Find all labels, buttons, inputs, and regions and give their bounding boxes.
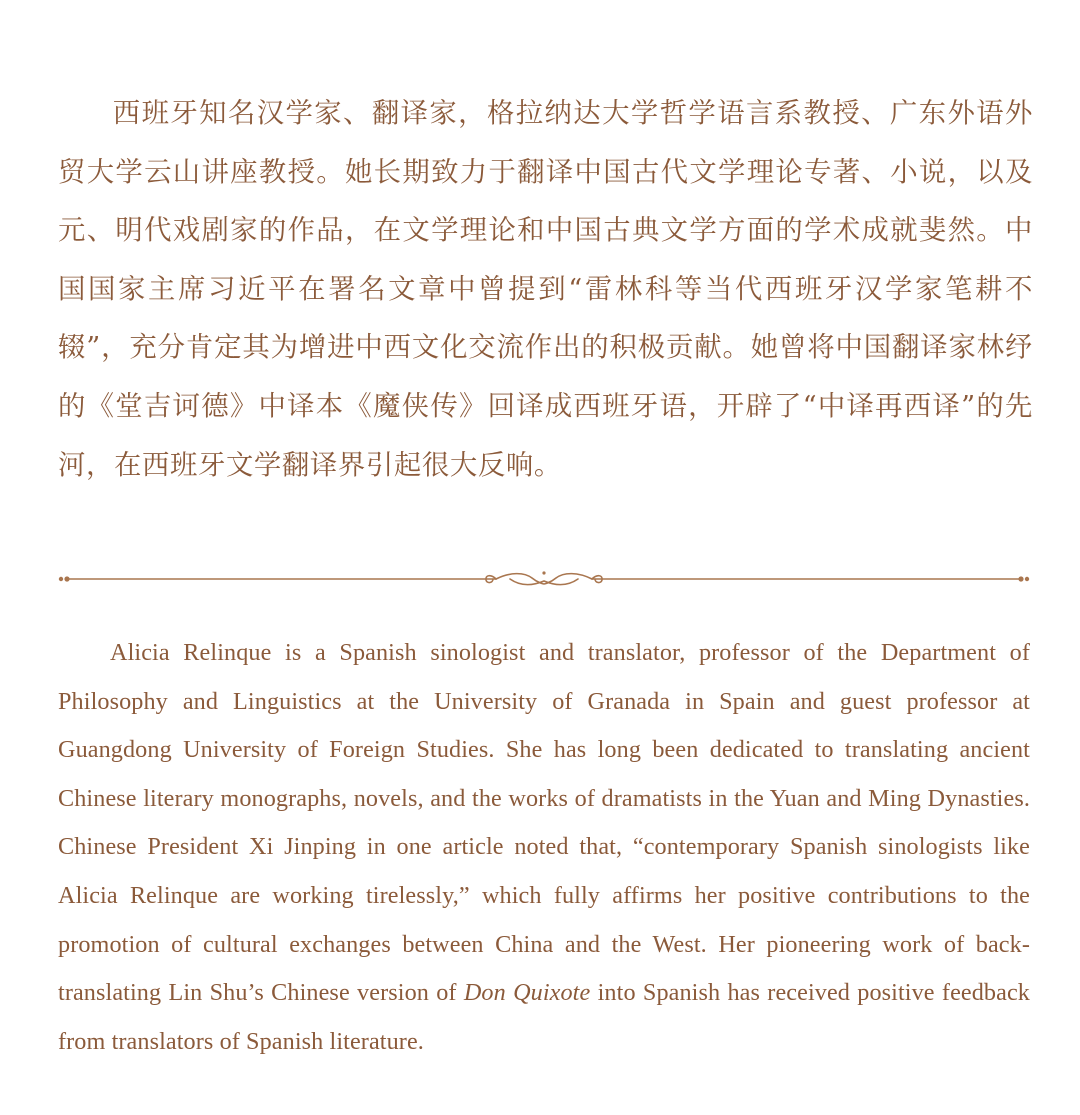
divider-dot-center [542, 571, 545, 574]
english-bio-text-after: into Spanish has received positive feedback from translators of Spanish literature. [58, 979, 1030, 1055]
divider-dot-left-inner [64, 576, 69, 581]
divider-dot-left-outer [59, 577, 63, 581]
chinese-biography-paragraph: 西班牙知名汉学家、翻译家，格拉纳达大学哲学语言系教授、广东外语外贸大学云山讲座教授。她长期致力于翻译中国古代文学理论专著、小说，以及元、明代戏剧家的作品，在文学理论和中国古典文学方面的学术成就斐然。中国国家主席习近平在署名文章中曾提到“雷林科等当代西班牙汉学家笔耕不辍”，充分肯定其为增进中西文化交流作出的积极贡献。她曾将中国翻译家林纾的《堂吉诃德》中译本《魔侠传》回译成西班牙语，开辟了“中译再西译”的先河，在西班牙文学翻译界引起很大反响。 [58, 98, 1033, 481]
book-title-don-quixote: Don Quixote [463, 979, 591, 1007]
english-bio-text-before: Alicia Relinque is a Spanish sinologist and translator, professor of the Department of Philosophy and Linguistics at the University of Granada in Spain and guest professor at Guangdong University of Foreign Studies. She has long been dedicated to translating ancient Chinese literary monographs, novels, and the works of dramatists in the Yuan and Ming Dynasties. Chinese President Xi Jinping in one article noted that, “contemporary Spanish sinologists like Alicia Relinque are working tirelessly,” which fully affirms her positive contributions to the promotion of cultural exchanges between China and the West. Her pioneering work of back-translating Lin Shu’s Chinese version of [58, 639, 1030, 1007]
ornamental-divider [58, 562, 1030, 598]
english-biography-paragraph [58, 629, 1030, 1066]
divider-dot-right-inner [1018, 576, 1023, 581]
divider-dot-right-outer [1025, 577, 1029, 581]
